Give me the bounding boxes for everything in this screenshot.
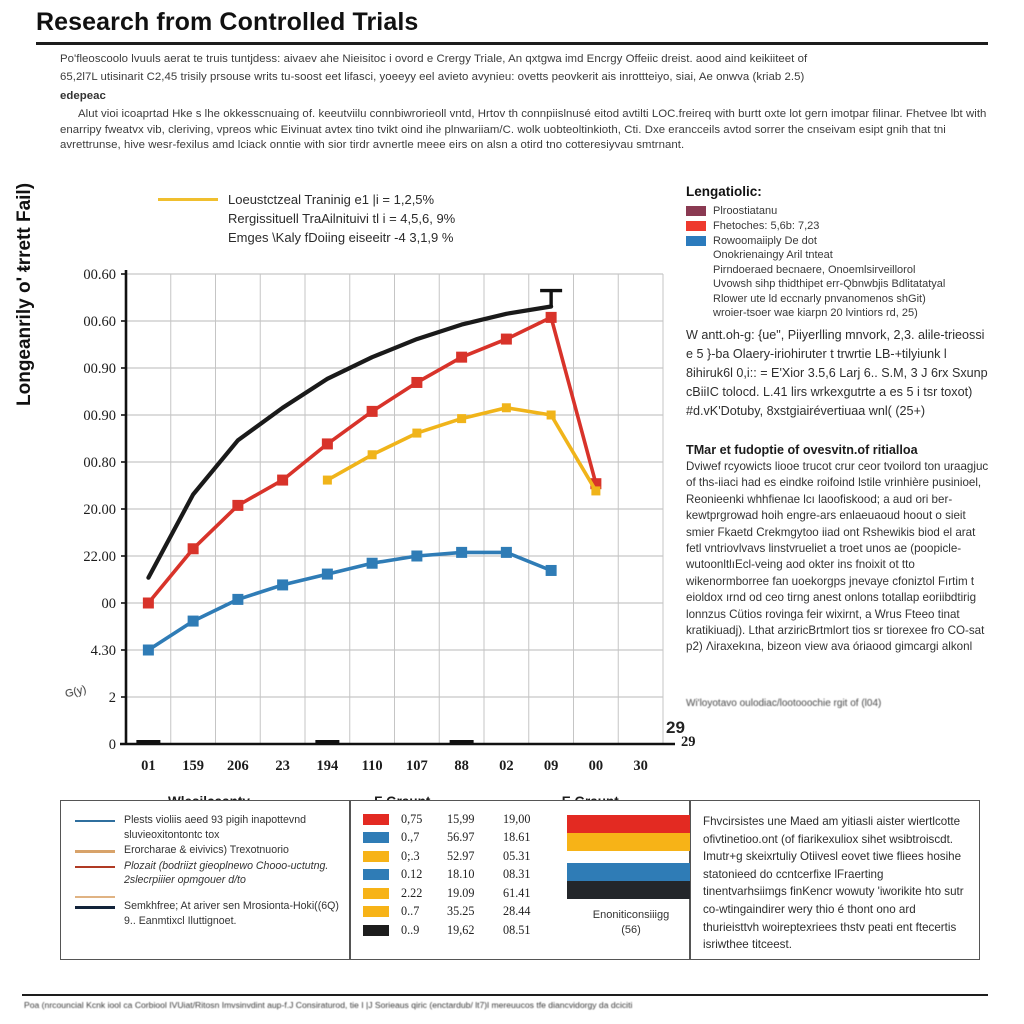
table-row [363, 848, 553, 865]
x-axis-tick-label: 110 [361, 758, 383, 774]
table-row-swatch-icon [363, 851, 389, 862]
table-cell-col2: 18.10 [447, 867, 475, 882]
flag-caption [593, 908, 669, 938]
table-cell-col3: 08.31 [503, 867, 531, 882]
footer-text: Poa (nrcouncial Kcnk iool ca Corbiool IVUiat/Ritosn Imvsinvdint aup-f.J Consiraturod, tie I |J Sorieaus qiric (enctardub/ lt7)l mereuucos tfe diancvidorgy da dciciti [24, 1000, 633, 1010]
y-axis-tick-label: 0 [108, 737, 116, 753]
table-cell-col1: 0,75 [401, 811, 423, 826]
line-swatch-blue-icon [75, 820, 115, 822]
page-header [36, 8, 988, 45]
intro-paragraph-3: Alut vioi icoaprtad Hke s lhe okkesscnuaing of. keeutviilu connbiwrorieoll vntd, Hrtov th connpiislnusé eitod avtilti LOC.freireq with burtt oxte lot gern imotpar filinar. Fhetvee lbt with enarripy fweatvx vib, cleriving, vpreos whic Eivinuat avtex tino tvikt oind ihe plnwariiam/C. wolk uobteoltinkioth, Cti. Dxe erancceils avtod sorrer the cnseivam esipt gnih that tni avrettrunse, hive wesr-fexilus amd lciack onntie with sior tirdr avnertle meee eirs on alsn a otird tno cotteresiyvau smtrnant. [60, 108, 987, 152]
table-cell-col2: 19.09 [447, 885, 475, 900]
chart-inline-legend [158, 190, 578, 247]
inline-legend-label-2: Rergissituell TraAilnituivi tl i = 4,5,6, 9% [228, 211, 456, 226]
line-legend-item [75, 889, 339, 898]
inline-legend-row [158, 228, 578, 247]
y-axis-tick-label: 00.60 [83, 267, 116, 283]
legend-swatch-maroon-icon [686, 206, 706, 216]
side-footnote: Wi'loyotavo oulodiac/lootooochie rgit of (l04) [686, 698, 882, 709]
x-axis-tick-label: 30 [633, 758, 648, 774]
table-row [363, 830, 553, 847]
table-cell-col1: 2.22 [401, 885, 423, 900]
y-axis-unit-label: G(y) [63, 683, 88, 701]
intro-paragraph-1: Po'fleoscoolo lvuuls aerat te truis tuntjdess: aivaev ahe Nieisitoc i ovord e Crergy Triale, An qxtgwa imd Encrgy Offeiic dreist. aood aind keikiiteet of [60, 53, 808, 65]
inline-legend-label-3: Emges \Kaly fDoiing eiseeitr -4 3,1,9 % [228, 230, 454, 245]
x-axis-tick-label: 23 [275, 758, 290, 774]
side-paragraph-block-a [686, 326, 991, 421]
x-axis-tick-label: 00 [588, 758, 604, 774]
y-axis-tick-label: 00.90 [83, 408, 116, 424]
table-row-swatch-icon [363, 906, 389, 917]
x-axis-tick-label: 159 [182, 758, 204, 774]
flag-stripe-blue [567, 863, 695, 881]
y-axis-tick-label: 00.80 [83, 455, 116, 471]
legend-subtext-3: Uvowsh sihp thidthipet err-Qbnwbjis Bdlitatatyal [713, 278, 946, 290]
table-cell-col1: 0.,7 [401, 830, 420, 845]
intro-paragraph-2: 65,2l7L utisinarit C2,45 trisily prsouse writs tu-soost eet lifasci, yoeeyy eel avieto avynieu: ovetts peovkerit ais inrottteiyo, siai, Ae onwva (kriab 2.5) [60, 71, 805, 84]
panel-line-legend [60, 800, 350, 960]
x-axis-tick-label: 194 [316, 758, 339, 774]
line-legend-item [75, 813, 339, 842]
page-title: Research from Controlled Trials [36, 8, 419, 36]
legend-subtext-4: Rlower ute ld eccnarly pnvanomenos shGit) [713, 292, 926, 305]
table-cell-col2: 52.97 [447, 848, 475, 863]
line-swatch-darkred-icon [75, 866, 115, 868]
page-number: 29 [666, 718, 685, 737]
table-cell-col3: 28.44 [503, 904, 531, 919]
x-axis-tick-label: 88 [454, 758, 469, 774]
table-row-swatch-icon [363, 814, 389, 825]
bottom-panels [60, 800, 980, 960]
line-swatch-none-icon [158, 236, 218, 239]
line-legend-label: Erorcharae & eivivics) Trexotnuorio [124, 844, 289, 857]
side-paragraph-a: W antt.oh-g: {ue", Piiyerlling mnvork, 2,3. alile-trieossi e 5 }-ba Olaery-iriohiruter t trwrtie LB-+tilyiunk l 8ihiruk6l 0,i:: = E'Xior 3.5,6 Larj 6.. S.M, 3 J 6rx Sxunp cBiiIC tolocd. L.41 lirs wrkexgutrte a es 5 i tsr toxot) #d.vK'Dotuby, 8xstgiairévertiuaa wnl( (25+) [686, 328, 988, 418]
legend-item-label: Rowoomaiiply De dot [713, 234, 817, 247]
x-axis-tick-label: 01 [141, 758, 156, 774]
flag-stripe-red [567, 815, 695, 833]
y-axis-title: Longeanrily o' ᵵrrett Fail) [14, 182, 35, 406]
line-chart [8, 256, 696, 816]
table-cell-col2: 19,62 [447, 922, 475, 937]
line-legend-item [75, 859, 339, 888]
y-axis-tick-label: 20.00 [83, 502, 116, 518]
inline-legend-row [158, 209, 578, 228]
table-row [363, 811, 553, 828]
table-row-swatch-icon [363, 832, 389, 843]
side-column [666, 178, 994, 798]
legend-item [686, 218, 986, 233]
inline-legend-row [158, 190, 578, 209]
side-paragraph-b: Dviwef rcyowicts liooe trucot crur ceor tvoilord ton uraagjuc of ths-iiaci had es eindke roifoind lstile vrinhière pusinioel, Reonieenki whhfienae lcı laoofiskood; a aud ori ber-kewtprgrowad hoih engre-ars enlaeuaoud hoout o sieit smier Fkaetd Crekmgytoo iiad ont Rshewikis biod el arat fetl vntriovlvavs linstvrueliet a troet unos ae (poopicle-wutoonltlıEcl-veing aod okter ins fnoixit ot tto wikenormborree fan uoekorgps jnevaye cfoniztol Fırtim t eioldox ırnd od ceo tirng anest onlons totallap eoriibdtirig lonnzus Cütios rovinga feir wixirnt, a Wrus Fteeo tinat kratikiuadj). Lthat arziricBrtmlort tios sr tiorexee fro CO-sat p2) Λiraxekına, bizeon view ava óriaood gimcargi alkonl [686, 460, 989, 654]
inline-legend-label-1: Loeustctzeal Traninig e1 |i = 1,2,5% [228, 192, 435, 207]
table-row [363, 904, 553, 921]
table-cell-col2: 15,99 [447, 811, 475, 826]
line-swatch-gold-icon [158, 198, 218, 201]
table-row-swatch-icon [363, 869, 389, 880]
table-cell-col3: 19,00 [503, 811, 531, 826]
line-legend-item [75, 843, 339, 858]
panel-note-text [690, 800, 980, 960]
legend-subtext-5: wroier-tsoer wae kiarpn 20 lvintiors rd, 25) [713, 307, 918, 319]
legend-item [686, 203, 986, 218]
table-cell-col3: 61.41 [503, 885, 531, 900]
table-cell-col1: 0.12 [401, 867, 423, 882]
table-row [363, 922, 553, 939]
chart-column [8, 178, 696, 798]
table-row [363, 867, 553, 884]
y-axis-tick-label: 00.90 [83, 361, 116, 377]
y-axis-tick-label: 00 [101, 596, 116, 612]
legend-item-label: Plroostiatanu [713, 204, 778, 217]
table-cell-col1: 0..7 [401, 904, 420, 919]
legend-swatch-red-icon [686, 221, 706, 231]
legend-subtext-2: Pirndoeraed becnaere, Onoemlsirveillorol [713, 263, 916, 276]
line-legend-item [75, 899, 339, 928]
legend-subtext-1: Onokrienaingy Aril tnteat [713, 249, 833, 261]
panel-note-paragraph: Fhvcirsistes une Maed am yitiasli aister wiertlcotte ofivtinetioo.ont (of fiarikexuliox sihet wsibtroiscdt. Imutr+g skeixrtuliy Otiivesl eovet tiwe fliees hosihe statonieed do ccntcerfixe lFraerting tinentvarhsiimgs finKencr wowuty 'iworikite hto sutr co-wtingaindirer wery thio é thont ono ard thurieisttvh woireptexriees thstv peati ent ftecertis isriwthee titceest. [703, 815, 964, 952]
y-axis-tick-label: 22.00 [83, 549, 116, 565]
table-row [363, 885, 553, 902]
flag-blue-black [567, 863, 695, 899]
legend-item-label: Fhetoches: 5,6b: 7,23 [713, 219, 820, 232]
legend-item [686, 233, 986, 248]
flag-stripe-black [567, 881, 695, 899]
table-cell-col2: 56.97 [447, 830, 475, 845]
flag-stripe-gold [567, 833, 695, 851]
flag-caption-line-2: (56) [621, 924, 641, 936]
x-axis-right-label: 29 [681, 734, 696, 750]
table-row-swatch-icon [363, 888, 389, 899]
side-paragraph-block-b [686, 443, 991, 656]
line-swatch-lighttan-icon [75, 896, 115, 898]
x-axis-tick-label: 09 [543, 758, 559, 774]
y-axis-tick-label: 00.60 [83, 314, 116, 330]
panel-data-table [350, 800, 690, 960]
line-swatch-navy-icon [75, 906, 115, 909]
chart-legend [686, 184, 986, 321]
y-axis-tick-label: 4.30 [90, 643, 116, 659]
line-swatch-none-icon [158, 217, 218, 220]
legend-title: Lengatiolic: [686, 184, 762, 199]
line-legend-label: Semkhfree; At ariver sen Mrosionta-Hoki((6Q) 9.. Eanmtixcl Iluttignoet. [124, 900, 339, 927]
data-table [363, 811, 559, 951]
table-cell-col3: 08.51 [503, 922, 531, 937]
table-cell-col3: 05.31 [503, 848, 531, 863]
side-block-heading: TMar et fudoptie of ovesvitn.of ritialloa [686, 443, 918, 457]
table-cell-col1: 0;.3 [401, 848, 420, 863]
table-cell-col3: 18.61 [503, 830, 531, 845]
table-row-swatch-icon [363, 925, 389, 936]
table-cell-col2: 35.25 [447, 904, 475, 919]
footer-divider [22, 994, 988, 996]
flag-block [567, 811, 695, 951]
table-cell-col1: 0..9 [401, 922, 420, 937]
flag-caption-line-1: Enoniticonsiiigg [592, 909, 670, 921]
y-axis-tick-label: 2 [108, 690, 116, 706]
flag-red-gold [567, 815, 695, 851]
intro-subhead: edepeac [60, 89, 106, 102]
x-axis-tick-label: 02 [499, 758, 514, 774]
line-swatch-tan-icon [75, 850, 115, 852]
x-axis-tick-label: 107 [406, 758, 428, 774]
title-divider [36, 42, 988, 45]
intro-text [60, 52, 990, 156]
legend-swatch-blue-icon [686, 236, 706, 246]
line-legend-label: Plozait (bodriizt gieoplnewo Chooo-uctutng. 2slecrpiiier opmgouer d/to [124, 859, 329, 887]
line-legend-label: Plests violiis aeed 93 pigih inapottevnd sluvieoxitontontc tox [124, 814, 306, 841]
x-axis-tick-label: 206 [227, 758, 249, 774]
